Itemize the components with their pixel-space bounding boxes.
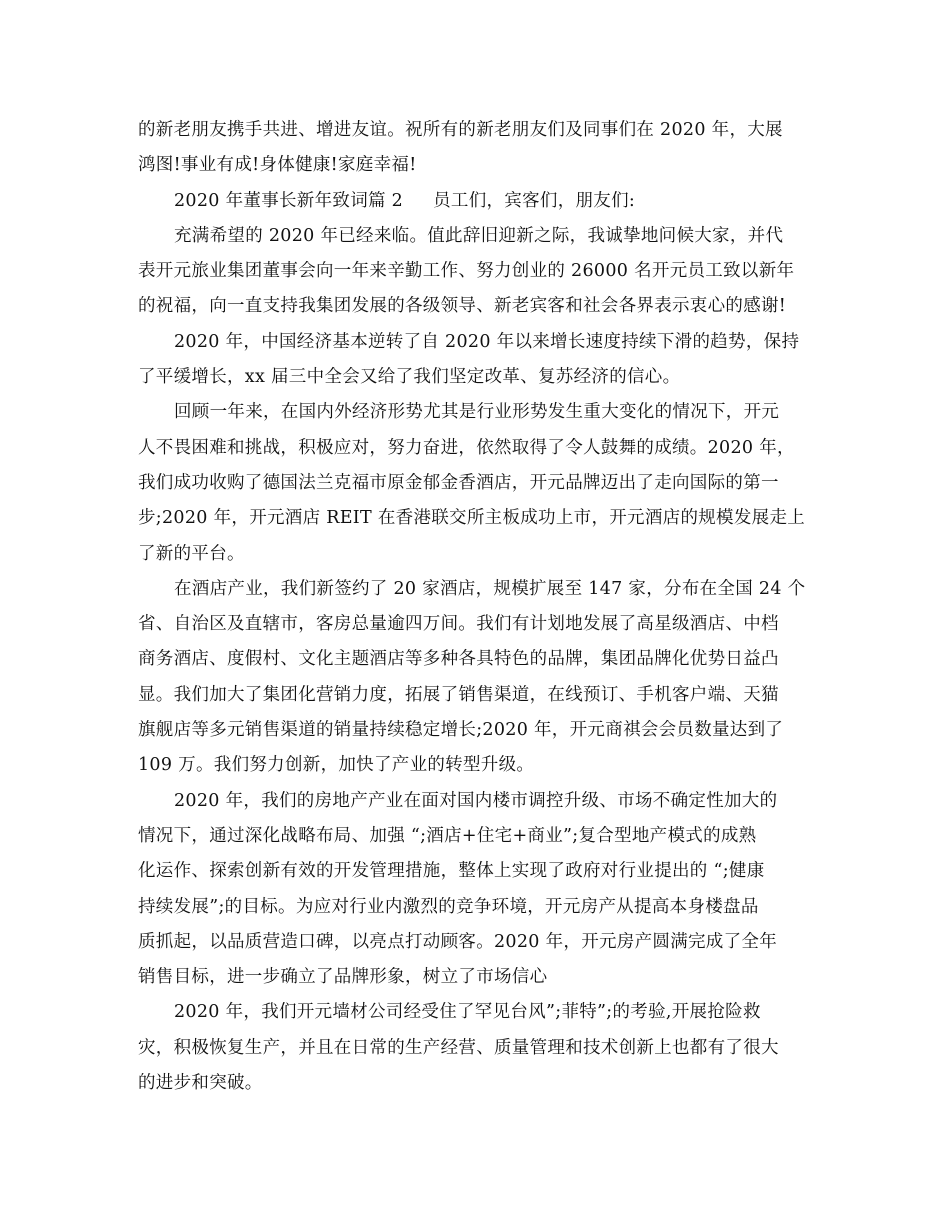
section-heading [138,184,818,219]
text-line: 情况下，通过深化战略布局、加强 “;酒店+住宅+商业”;复合型地产模式的成熟 [138,825,757,846]
text-line: 质抓起，以品质营造口碑，以亮点打动顾客。2020 年，开元房产圆满完成了全年 [138,931,777,952]
text-line: 表开元旅业集团董事会向一年来辛勤工作、努力创业的 26000 名开元员工致以新年 [138,261,795,282]
text-line: 109 万。我们努力创新，加快了产业的转型升级。 [138,755,535,776]
text-line: 了平缓增长，xx 届三中全会又给了我们坚定改革、复苏经济的信心。 [138,367,681,388]
text-line: 显。我们加大了集团化营销力度，拓展了销售渠道，在线预订、手机客户端、天猫 [138,684,779,705]
text-line: 灾，积极恢复生产，并且在日常的生产经营、质量管理和技术创新上也都有了很大 [138,1037,779,1058]
paragraph [138,219,818,325]
text-line: 2020 年，我们的房地产产业在面对国内楼市调控升级、市场不确定性加大的 [174,790,778,811]
text-line: 2020 年，我们开元墙材公司经受住了罕见台风”;菲特”;的考验,开展抢险救 [174,1002,761,1023]
paragraph [138,572,818,784]
text-line: 商务酒店、度假村、文化主题酒店等多种各具特色的品牌，集团品牌化优势日益凸 [138,649,779,670]
text-line: 回顾一年来，在国内外经济形势尤其是行业形势发生重大变化的情况下，开元 [174,402,780,423]
paragraph [138,113,818,184]
paragraph [138,995,818,1101]
heading-line [138,184,818,219]
text-line: 鸿图!事业有成!身体健康!家庭幸福! [138,155,417,176]
paragraph [138,325,818,396]
text-line: 的新老朋友携手共进、增进友谊。祝所有的新老朋友们及同事们在 2020 年，大展 [138,120,783,140]
text-line: 人不畏困难和挑战，积极应对，努力奋进，依然取得了令人鼓舞的成绩。2020 年， [138,437,795,458]
document-body [138,113,818,1101]
text-line: 步;2020 年，开元酒店 REIT 在香港联交所主板成功上市，开元酒店的规模发展走上 [138,508,806,529]
text-line: 2020 年，中国经济基本逆转了自 2020 年以来增长速度持续下滑的趋势，保持 [174,331,800,352]
text-line: 旗舰店等多元销售渠道的销量持续稳定增长;2020 年，开元商祺会会员数量达到了 [138,720,784,741]
text-line: 在酒店产业，我们新签约了 20 家酒店，规模扩展至 147 家，分布在全国 24 个 [174,578,806,599]
text-line: 的进步和突破。 [138,1073,263,1094]
text-line: 持续发展”;的目标。为应对行业内激烈的竞争环境，开元房产从提高本身楼盘品 [138,896,759,917]
text-line: 的祝福，向一直支持我集团发展的各级领导、新老宾客和社会各界表示衷心的感谢! [138,296,787,317]
text-line: 充满希望的 2020 年已经来临。值此辞旧迎新之际，我诚挚地问候大家，并代 [174,225,784,246]
section-title: 2020 年董事长新年致词篇 2 [174,190,404,211]
text-line: 了新的平台。 [138,543,245,564]
paragraph [138,395,818,571]
text-line: 销售目标，进一步确立了品牌形象，树立了市场信心 [138,967,548,988]
text-line: 我们成功收购了德国法兰克福市原金郁金香酒店，开元品牌迈出了走向国际的第一 [138,472,779,493]
text-line: 化运作、探索创新有效的开发管理措施，整体上实现了政府对行业提出的 “;健康 [138,861,765,882]
paragraph [138,784,818,996]
salutation: 员工们，宾客们，朋友们: [433,190,636,211]
text-line: 省、自治区及直辖市，客房总量逾四万间。我们有计划地发展了高星级酒店、中档 [138,614,779,635]
